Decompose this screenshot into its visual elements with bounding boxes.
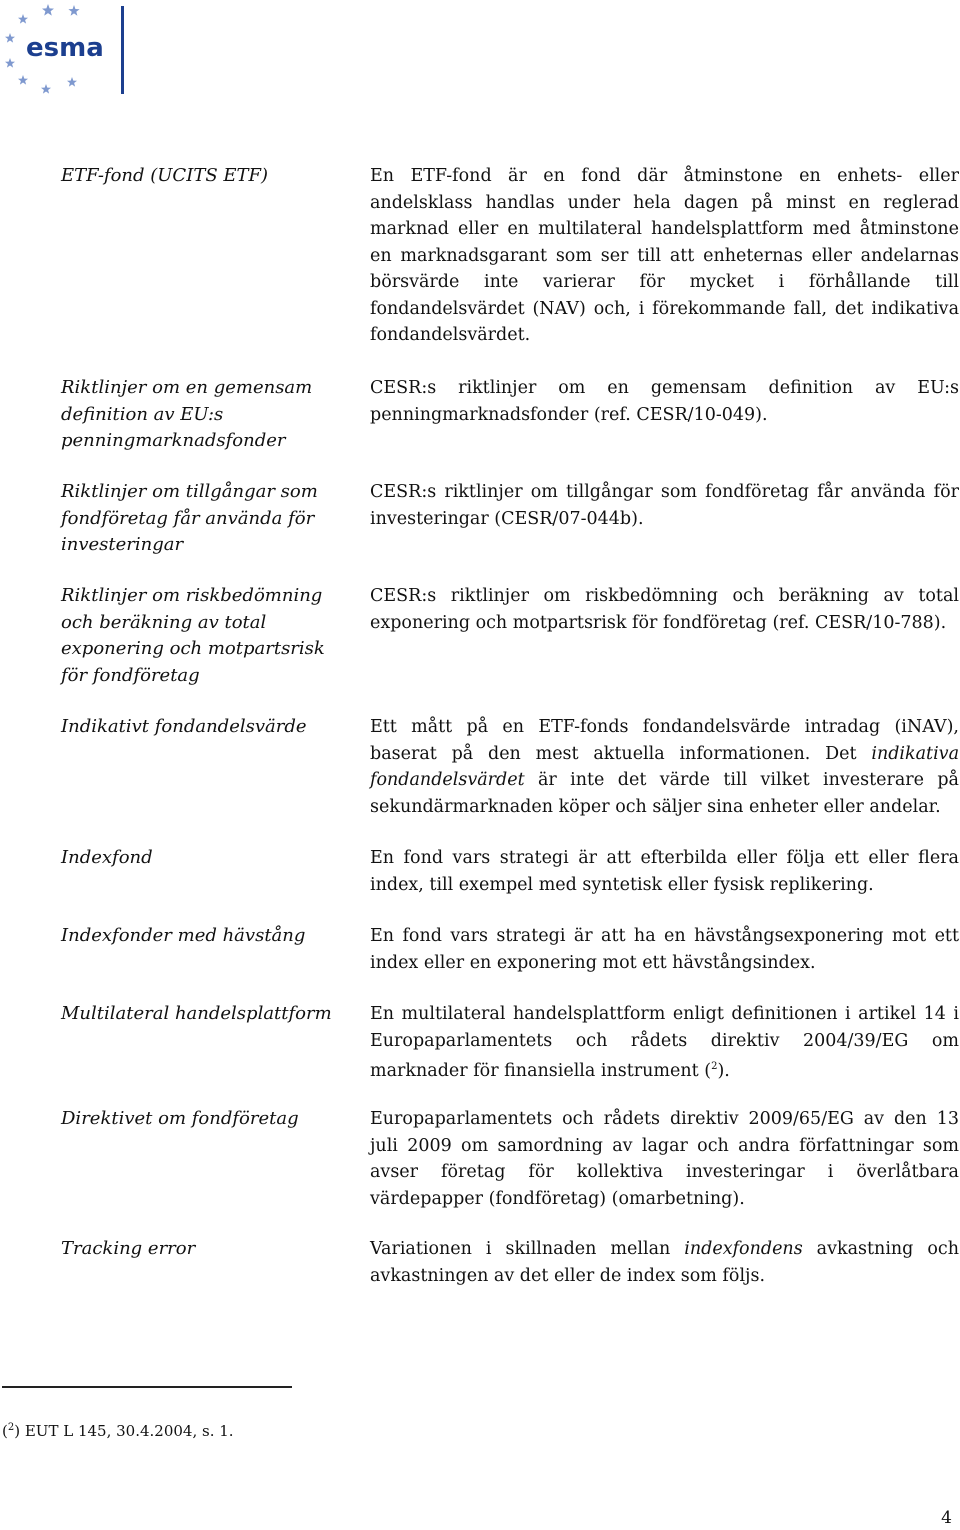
term-etf-fond: ETF-fond (UCITS ETF) bbox=[61, 165, 269, 186]
term-direktivet-om-fondforetag: Direktivet om fondföretag bbox=[61, 1108, 299, 1129]
definition-multilateral-handelsplattform: En multilateral handelsplattform enligt definitionen i artikel 14 i Europaparlamentets och rådets direktiv 2004/39/EG om marknader för finansiella instrument ($^2$). bbox=[370, 1004, 959, 1081]
footnote-divider bbox=[2, 1386, 292, 1388]
esma-stars-icon bbox=[0, 0, 130, 100]
esma-logo bbox=[0, 0, 130, 100]
definition-tillgangar: CESR:s riktlinjer om tillgångar som fondföretag får använda för investeringar (CESR/07-044b). bbox=[370, 482, 959, 529]
definition-penningmarknadsfonder: CESR:s riktlinjer om en gemensam definition av EU:s penningmarknadsfonder (ref. CESR/10-049). bbox=[370, 378, 959, 425]
term-riskbedomning: Riktlinjer om riskbedömning och beräkning av total exponering och motpartsrisk för fondföretag bbox=[61, 585, 325, 686]
logo-wordmark: esma bbox=[26, 33, 104, 63]
term-penningmarknadsfonder: Riktlinjer om en gemensam definition av EU:s penningmarknadsfonder bbox=[61, 377, 313, 451]
term-tracking-error: Tracking error bbox=[61, 1238, 196, 1259]
term-tillgangar: Riktlinjer om tillgångar som fondföretag får använda för investeringar bbox=[61, 481, 318, 555]
definition-tracking-error: Variationen i skillnaden mellan indexfondens avkastning och avkastningen av det eller de index som följs. bbox=[370, 1239, 959, 1286]
header-divider bbox=[121, 6, 124, 94]
term-indikativt-fondandelsvarde: Indikativt fondandelsvärde bbox=[61, 716, 307, 737]
definition-etf-fond: En ETF-fond är en fond där åtminstone en enhets- eller andelsklass handlas under hela dagen på minst en reglerad marknad eller en multilateral handelsplattform med åtminstone en marknadsgarant som ser till att enheternas eller andelarnas börsvärde inte varierar för mycket i förhållande till fondandelsvärdet (NAV) och, i förekommande fall, det indikativa fondandelsvärdet. bbox=[370, 166, 959, 345]
term-indexfond: Indexfond bbox=[61, 847, 153, 868]
term-multilateral-handelsplattform: Multilateral handelsplattform bbox=[61, 1003, 332, 1024]
footnote-ref: 2 bbox=[711, 1061, 718, 1072]
definition-indexfonder-med-havstang: En fond vars strategi är att ha en hävstångsexponering mot ett index eller en exponering mot ett hävstångsindex. bbox=[370, 926, 959, 973]
definition-direktivet-om-fondforetag: Europaparlamentets och rådets direktiv 2009/65/EG av den 13 juli 2009 om samordning av lagar och andra författningar som avser företag för kollektiva investeringar i överlåtbara värdepapper (fondföretag) (omarbetning). bbox=[370, 1109, 959, 1209]
definition-indexfond: En fond vars strategi är att efterbilda eller följa ett eller flera index, till exempel med syntetisk eller fysisk replikering. bbox=[370, 848, 959, 895]
definition-indikativt-fondandelsvarde: Ett mått på en ETF-fonds fondandelsvärde intradag (iNAV), baserat på den mest aktuella informationen. Det indikativa fondandelsvärdet är inte det värde till vilket investerare på sekundärmarknaden köper och säljer sina enheter eller andelar. bbox=[370, 717, 959, 817]
term-indexfonder-med-havstang: Indexfonder med hävstång bbox=[61, 925, 306, 946]
footnote: ($^2$) EUT L 145, 30.4.2004, s. 1. bbox=[2, 1422, 234, 1440]
definition-riskbedomning: CESR:s riktlinjer om riskbedömning och beräkning av total exponering och motpartsrisk för fondföretag (ref. CESR/10-788). bbox=[370, 586, 959, 633]
page-number: 4 bbox=[941, 1508, 952, 1528]
